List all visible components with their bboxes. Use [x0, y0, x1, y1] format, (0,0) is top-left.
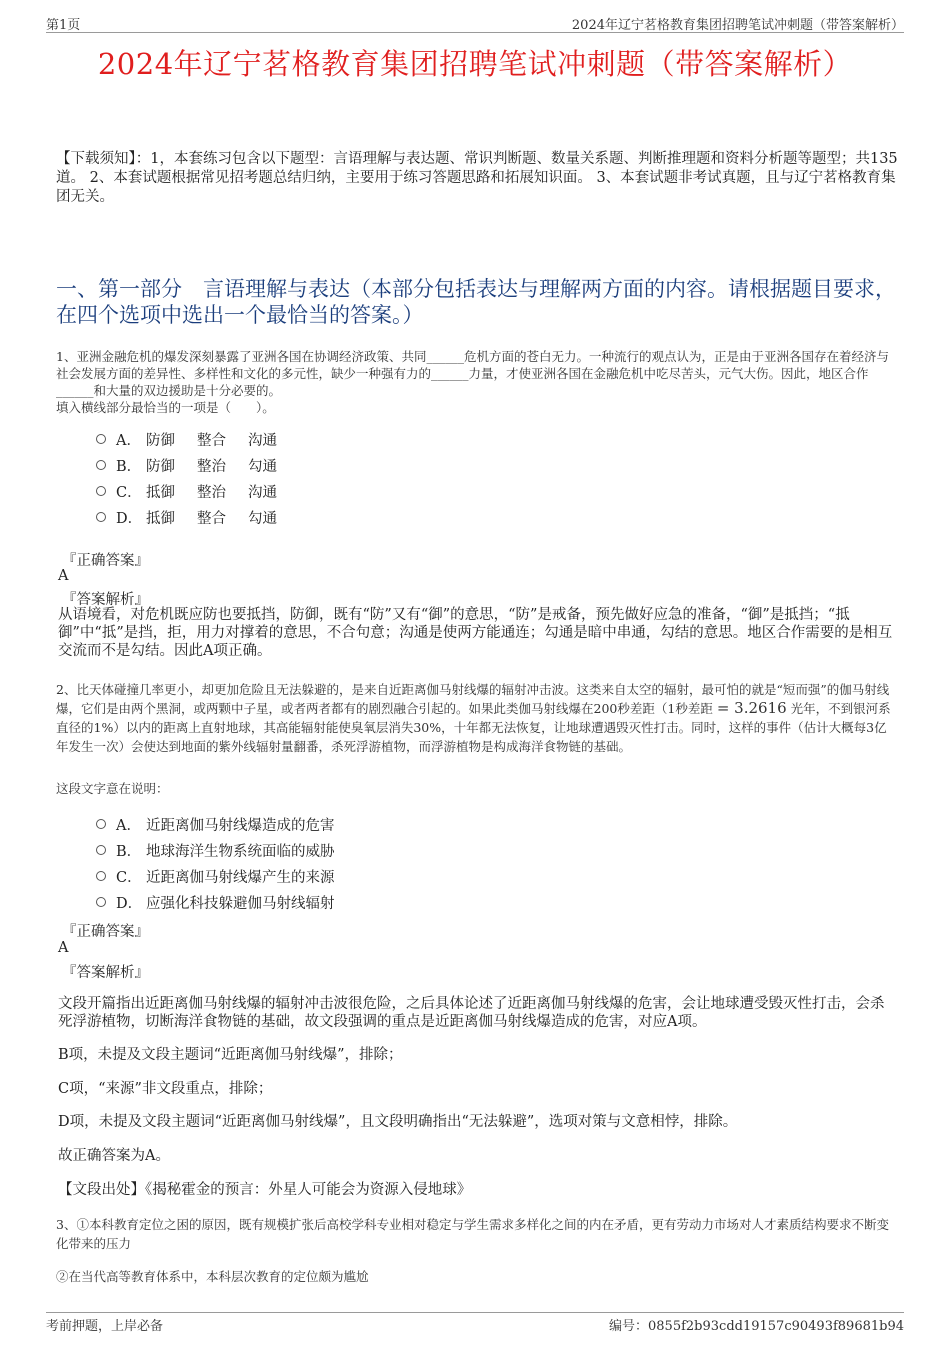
document-id: 编号：0855f2b93cdd19157c90493f89681b94: [609, 1319, 904, 1334]
radio-icon[interactable]: [96, 845, 106, 855]
q2-analysis-para-3: C项，“来源”非文段重点，排除；: [58, 1081, 273, 1097]
question-2-text: 2、比天体碰撞几率更小，却更加危险且无法躲避的，是来自近距离伽马射线爆的辐射冲击波。这类来自太空的辐射，最可怕的就是“短而强”的伽马射线爆，它们是由两个黑洞，或两颗中子星，或者两者都有的剧烈融合引起的。如果此类伽马射线爆在200秒差距（1秒差距 = 3.2616 光年，不到银河系直径的1%）以内的距离上直射地球，其高能辐射能使臭氧层消失30%，十年都无法恢复，让地球遭遇毁灭性打击。同时，这样的事件（估计大概每3亿年发生一次）会使达到地面的紫外线辐射量翻番，杀死浮游植物，而浮游植物是构成海洋食物链的基础。: [56, 682, 891, 754]
footer-slogan: 考前押题，上岸必备: [46, 1319, 164, 1334]
q2-option-b[interactable]: B． 地球海洋生物系统面临的威胁: [96, 837, 335, 863]
page-header: [46, 14, 904, 33]
q1-analysis: [58, 606, 898, 660]
q2-answer-label: 『正确答案』: [62, 924, 149, 940]
question-2-prompt: 这段文字意在说明：: [56, 781, 169, 796]
q1-analysis-label: 『答案解析』: [62, 592, 149, 608]
header-doc-title: 2024年辽宁茗格教育集团招聘笔试冲刺题（带答案解析）: [571, 18, 904, 33]
radio-icon[interactable]: [96, 486, 106, 496]
q2-option-d[interactable]: D． 应强化科技躲避伽马射线辐射: [96, 889, 335, 915]
q1-option-b[interactable]: B． 防御 整治 勾通: [96, 452, 299, 478]
radio-icon[interactable]: [96, 512, 106, 522]
radio-icon[interactable]: [96, 460, 106, 470]
q1-option-a[interactable]: A． 防御 整合 沟通: [96, 426, 299, 452]
download-notice: 【下载须知】：1，本套练习包含以下题型：言语理解与表达题、常识判断题、数量关系题、判断推理题和资料分析题等题型；共135道。 2、本套试题根据常见招考题总结归纳，主要用于练习答题思路和拓展知识面。 3、本套试题非考试真题，且与辽宁茗格教育集团无关。: [56, 151, 898, 205]
radio-icon[interactable]: [96, 819, 106, 829]
question-3-line-1: 3、①本科教育定位之困的原因，既有规模扩张后高校学科专业相对稳定与学生需求多样化之间的内在矛盾，更有劳动力市场对人才素质结构要求不断变化带来的压力: [56, 1217, 889, 1251]
section-heading: 一、第一部分 言语理解与表达（本部分包括表达与理解两方面的内容。请根据题目要求，在四个选项中选出一个最恰当的答案。）: [56, 277, 896, 327]
q2-answer: A: [58, 940, 69, 956]
q2-option-c[interactable]: C． 近距离伽马射线爆产生的来源: [96, 863, 335, 889]
radio-icon[interactable]: [96, 434, 106, 444]
q1-analysis-text: 从语境看，对危机既应防也要抵挡，防御，既有“防”又有“御”的意思，“防”是戒备，预先做好应急的准备，“御”是抵挡；“抵御”中“抵”是挡，拒，用力对撑着的意思，不合句意；沟通是使两方能通连；勾通是暗中串通，勾结的意思。地区合作需要的是相互交流而不是勾结。因此A项正确。: [58, 607, 893, 659]
math-expression: = 3.2616: [716, 699, 787, 717]
q1-answer: A: [58, 568, 69, 584]
question-3-line-2: ②在当代高等教育体系中，本科层次教育的定位颇为尴尬: [56, 1269, 369, 1284]
q2-analysis-para-5: 故正确答案为A。: [58, 1148, 170, 1164]
q1-option-c[interactable]: C． 抵御 整治 沟通: [96, 478, 299, 504]
q2-analysis-para-4: D项，未提及文段主题词“近距离伽马射线爆”，且文段明确指出“无法躲避”，选项对策与文意相悖，排除。: [58, 1114, 738, 1130]
question-1-text: 1、亚洲金融危机的爆发深刻暴露了亚洲各国在协调经济政策、共同______危机方面的苍白无力。一种流行的观点认为，正是由于亚洲各国存在着经济与社会发展方面的差异性、多样性和文化的多元性，缺少一种强有力的______力量，才使亚洲各国在金融危机中吃尽苦头，元气大伤。因此，地区合作______和大量的双边援助是十分必要的。: [56, 349, 889, 398]
radio-icon[interactable]: [96, 897, 106, 907]
question-1-stem: [56, 348, 898, 416]
q2-source: 【文段出处】《揭秘霍金的预言：外星人可能会为资源入侵地球》: [58, 1182, 472, 1198]
question-1-options: [96, 426, 299, 530]
question-2-options: [96, 811, 335, 915]
page-number: 第1页: [46, 18, 81, 33]
question-1-prompt: 填入横线部分最恰当的一项是（ ）。: [56, 400, 275, 415]
document-title: 2024年辽宁茗格教育集团招聘笔试冲刺题（带答案解析）: [97, 47, 853, 81]
q2-analysis-para-2: B项，未提及文段主题词“近距离伽马射线爆”，排除；: [58, 1047, 403, 1063]
radio-icon[interactable]: [96, 871, 106, 881]
q2-option-a[interactable]: A． 近距离伽马射线爆造成的危害: [96, 811, 335, 837]
q2-analysis-label: 『答案解析』: [62, 965, 149, 981]
question-2-stem: [56, 680, 898, 756]
q2-analysis-para-1: 文段开篇指出近距离伽马射线爆的辐射冲击波很危险，之后具体论述了近距离伽马射线爆的危害，会让地球遭受毁灭性打击，会杀死浮游植物，切断海洋食物链的基础，故文段强调的重点是近距离伽马射线爆造成的危害，对应A项。: [58, 996, 885, 1030]
q1-option-d[interactable]: D． 抵御 整合 勾通: [96, 504, 299, 530]
page-footer: [46, 1312, 904, 1333]
q1-answer-label: 『正确答案』: [62, 553, 149, 569]
